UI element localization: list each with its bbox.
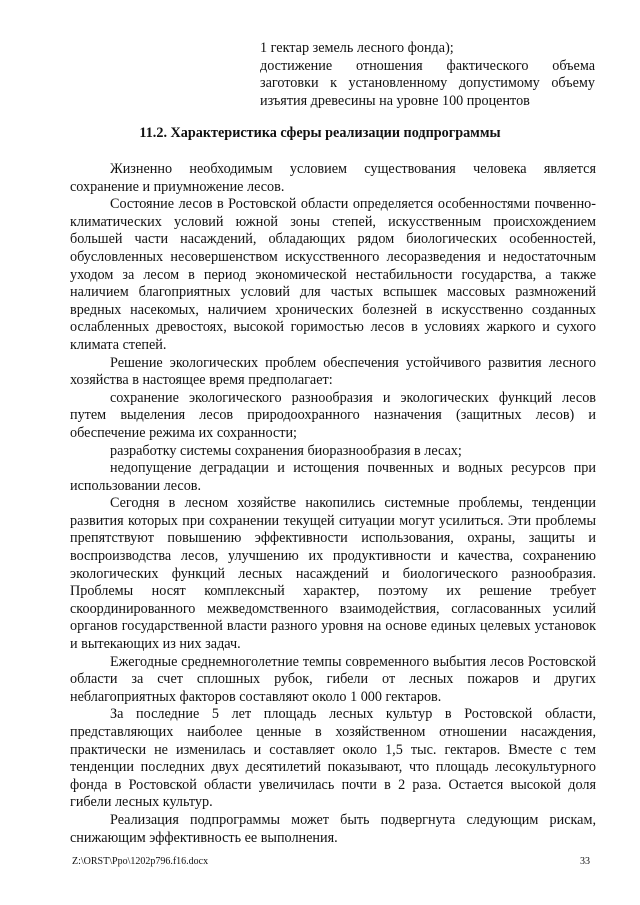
section-heading: 11.2. Характеристика сферы реализации подпрограммы — [139, 125, 501, 141]
paragraph: За последние 5 лет площадь лесных культур в Ростовской области, представляющих наиболее ценные в хозяйственном отношении насаждения, практически не изменилась и составляет около 1,5 тыс. гектаров. Вместе с тем тенденции последних двух десятилетий показывают, что площадь лесокультурного фонда в Ростовской области увеличилась почти в 2 раза. Остается высокой доля гибели лесных культур. — [70, 706, 596, 811]
paragraph: Сегодня в лесном хозяйстве накопились системные проблемы, тенденции развития которых при сохранении текущей ситуации могут усилиться. Эти проблемы препятствуют повышению эффективности использования, охраны, защиты и воспроизводства лесов, улучшению их продуктивности и качества, сохранению экологических функций лесных насаждений и биологического разнообразия. Проблемы носят комплексный характер, поэтому их решение требует скоординированного межведомственного взаимодействия, согласованных усилий органов государственной власти разного уровня на основе единых целевых установок и вытекающих из них задач. — [70, 495, 596, 653]
paragraph: Ежегодные среднемноголетние темпы современного выбытия лесов Ростовской области за счет сплошных рубок, гибели от лесных пожаров и других неблагоприятных факторов составляют около 1 000 гектаров. — [70, 653, 596, 705]
paragraph: Решение экологических проблем обеспечения устойчивого развития лесного хозяйства в настоящее время предполагает: — [70, 354, 596, 389]
paragraph: сохранение экологического разнообразия и экологических функций лесов путем выделения лесов природоохранного назначения (защитных лесов) и обеспечение режима их сохранности; — [70, 389, 596, 441]
footer-file-path: Z:\ORST\Ppo\1202p796.f16.docx — [72, 856, 209, 867]
list-line-3: заготовки к установленному допустимому объему — [260, 75, 595, 92]
list-line-2: достижение отношения фактического объема — [260, 57, 595, 74]
paragraph: Состояние лесов в Ростовской области определяется особенностями почвенно-климатических условий южной зоны степей, искусственным происхождением большей части насаждений, обладающих рядом биологических особенностей, обусловленных несовершенством искусственного лесоразведения и недостаточным уходом за лесом в период экономической нестабильности государства, а также наличием благоприятных условий для частых вспышек массовых размножений вредных насекомых, наличием хронических болезней в искусственно созданных ослабленных древостоях, высокой горимостью лесов в условиях жаркого и сухого климата степей. — [70, 196, 596, 353]
continued-list — [260, 40, 595, 110]
paragraph: Реализация подпрограммы может быть подвергнута следующим рискам, снижающим эффективность ее выполнения. — [70, 811, 596, 846]
footer-page-number: 33 — [580, 856, 590, 867]
list-line-1: 1 гектар земель лесного фонда); — [260, 40, 454, 56]
paragraph: Жизненно необходимым условием существования человека является сохранение и приумножение лесов. — [70, 161, 596, 195]
section-body — [70, 161, 596, 847]
list-line-4: изъятия древесины на уровне 100 процентов — [260, 92, 530, 109]
paragraph: разработку системы сохранения биоразнообразия в лесах; — [110, 442, 462, 459]
paragraph: недопущение деградации и истощения почвенных и водных ресурсов при использовании лесов. — [70, 460, 596, 494]
